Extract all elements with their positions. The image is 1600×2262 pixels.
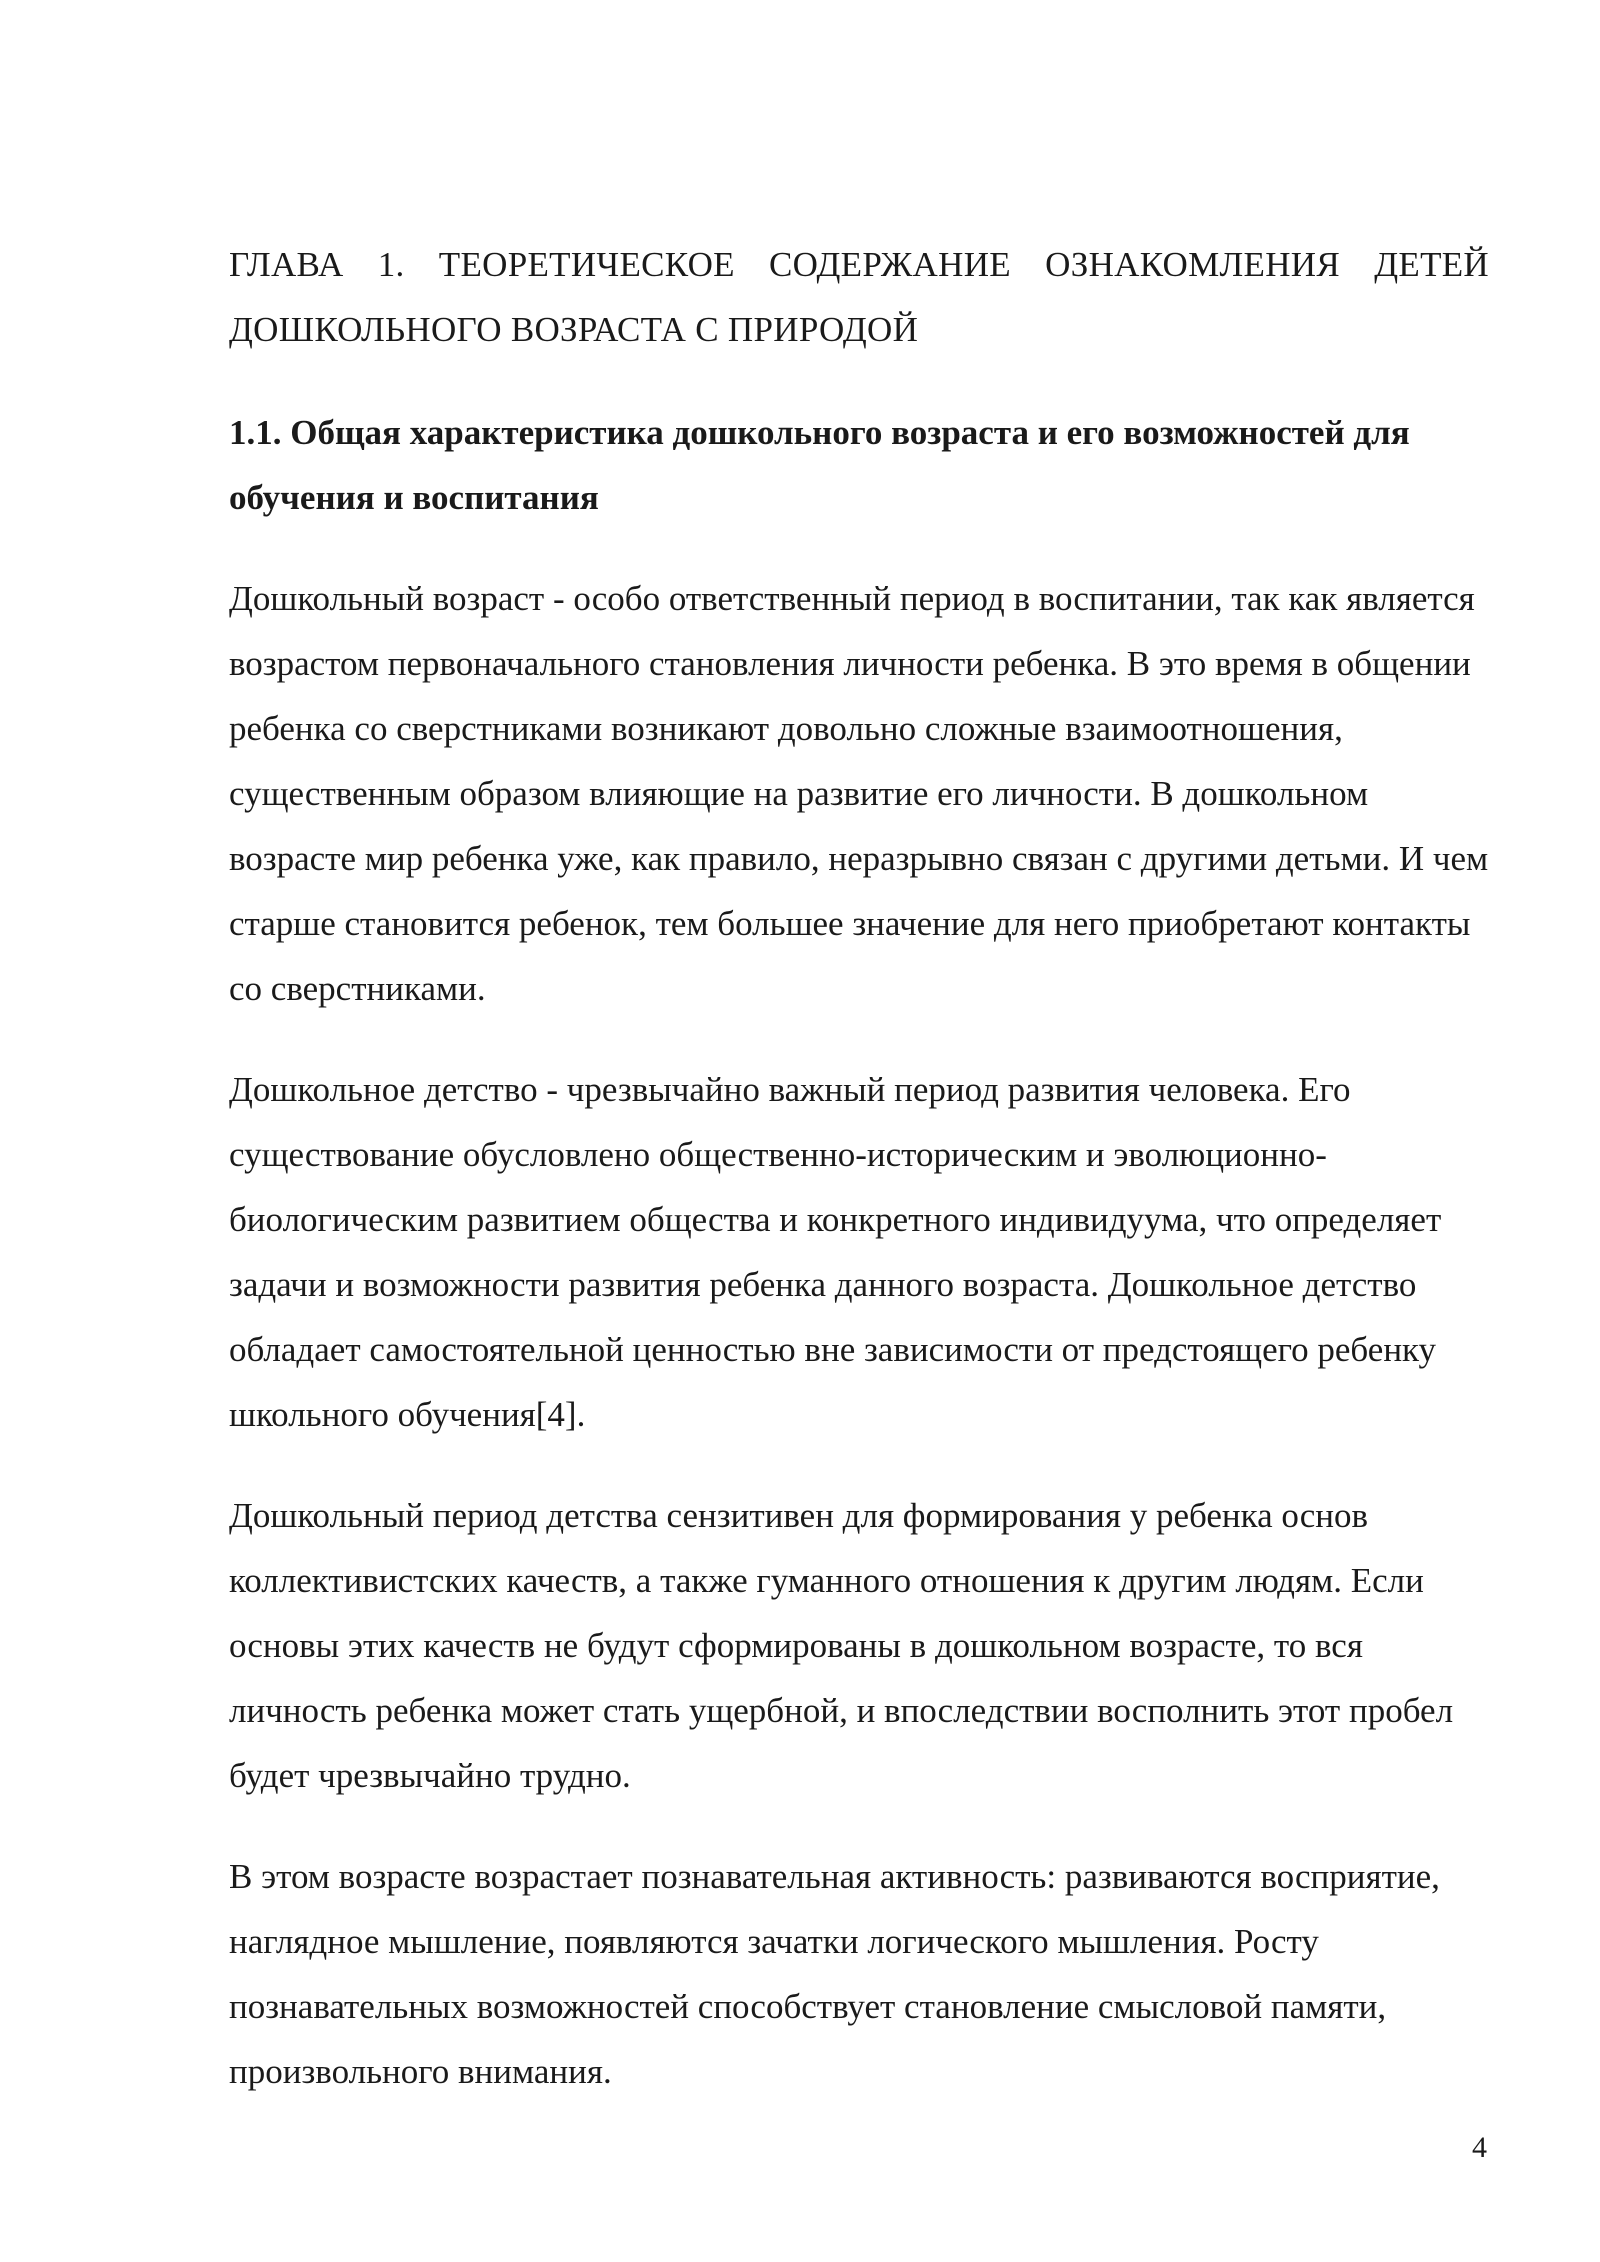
paragraph-2: Дошкольное детство - чрезвычайно важный период развития человека. Его существование обусловлено общественно-историческим и эволюционно-биологическим развитием общества и конкретного индивидуума, что определяет задачи и возможности развития ребенка данного возраста. Дошкольное детство обладает самостоятельной ценностью вне зависимости от предстоящего ребенку школьного обучения[4]. xyxy=(229,1070,1442,1434)
chapter-title: ГЛАВА 1. ТЕОРЕТИЧЕСКОЕ СОДЕРЖАНИЕ ОЗНАКОМЛЕНИЯ ДЕТЕЙ ДОШКОЛЬНОГО ВОЗРАСТА С ПРИРОДОЙ xyxy=(229,245,1489,349)
page-content xyxy=(229,232,1489,2104)
section-title: 1.1. Общая характеристика дошкольного возраста и его возможностей для обучения и воспитания xyxy=(229,413,1410,517)
paragraph-3: Дошкольный период детства сензитивен для формирования у ребенка основ коллективистских качеств, а также гуманного отношения к другим людям. Если основы этих качеств не будут сформированы в дошкольном возрасте, то вся личность ребенка может стать ущербной, и впоследствии восполнить этот пробел будет чрезвычайно трудно. xyxy=(229,1496,1454,1795)
paragraph-1: Дошкольный возраст - особо ответственный период в воспитании, так как является возрастом первоначального становления личности ребенка. В это время в общении ребенка со сверстниками возникают довольно сложные взаимоотношения, существенным образом влияющие на развитие его личности. В дошкольном возрасте мир ребенка уже, как правило, неразрывно связан с другими детьми. И чем старше становится ребенок, тем большее значение для него приобретают контакты со сверстниками. xyxy=(229,579,1489,1008)
paragraph-4: В этом возрасте возрастает познавательная активность: развиваются восприятие, наглядное мышление, появляются зачатки логического мышления. Росту познавательных возможностей способствует становление смысловой памяти, произвольного внимания. xyxy=(229,1857,1440,2091)
page-number: 4 xyxy=(1472,2131,1487,2164)
